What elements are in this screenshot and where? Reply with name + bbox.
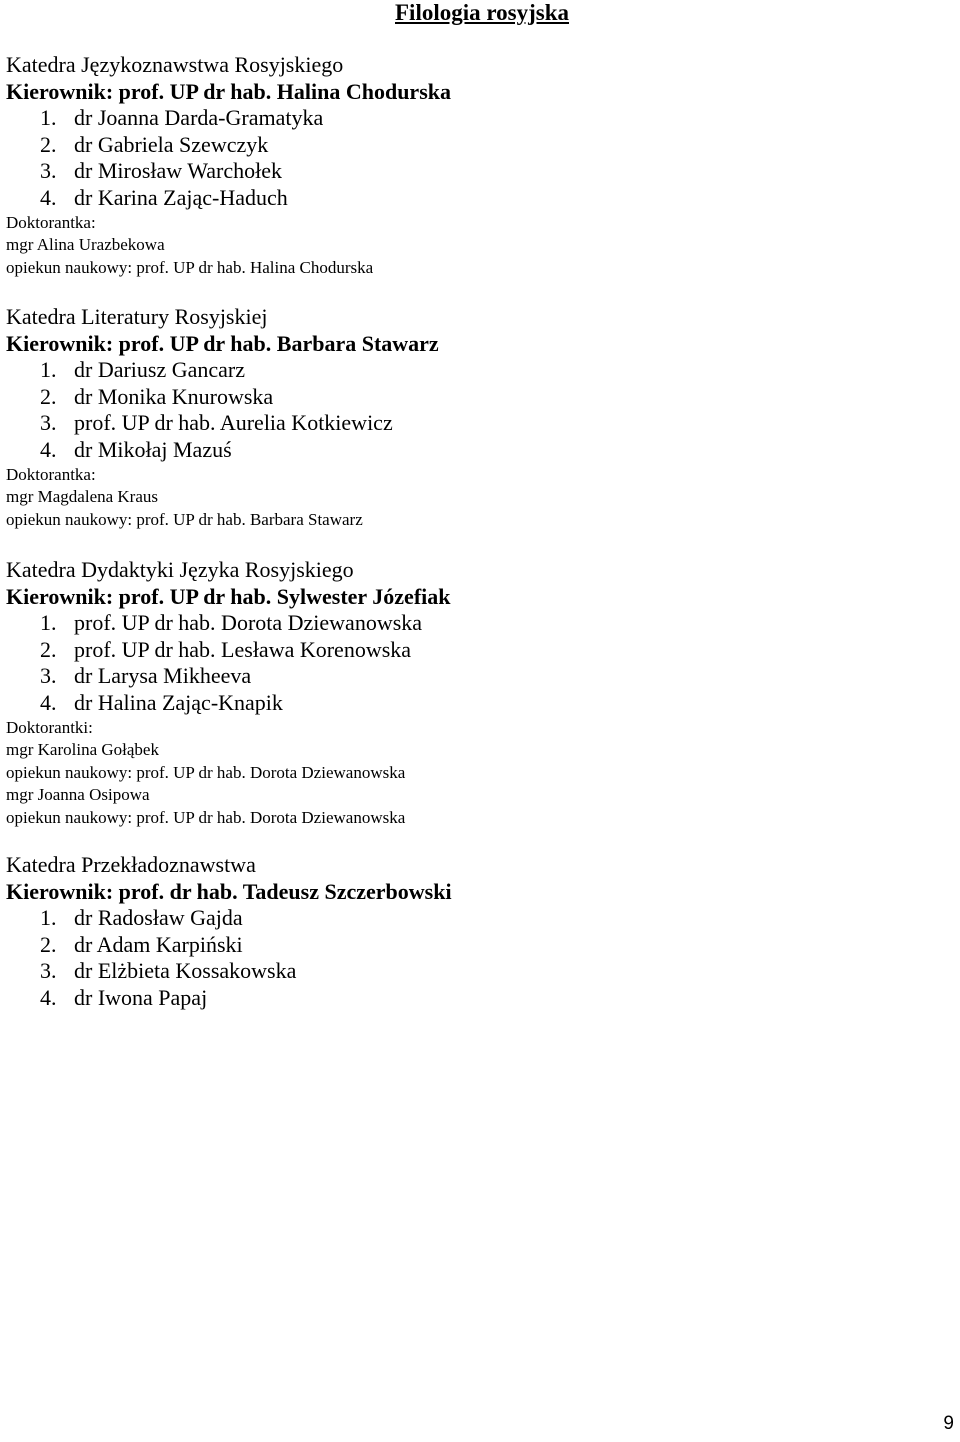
doctoral-label: Doktorantki: <box>6 717 93 737</box>
section-katedra-literatury <box>6 304 606 531</box>
list-item: 3. dr Larysa Mikheeva <box>40 663 252 689</box>
list-item: 2. prof. UP dr hab. Lesława Korenowska <box>40 636 412 662</box>
doctoral-student: mgr Alina Urazbekowa <box>6 235 165 255</box>
section-katedra-dydaktyki <box>6 557 606 829</box>
section-head: Kierownik: prof. UP dr hab. Halina Chodurska <box>6 78 451 104</box>
doctoral-student: mgr Karolina Gołąbek <box>6 740 159 760</box>
section-katedra-jezykoznawstwa <box>6 52 606 279</box>
section-title: Katedra Przekładoznawstwa <box>6 852 256 877</box>
section-head: Kierownik: prof. dr hab. Tadeusz Szczerbowski <box>6 878 452 904</box>
supervisor-note: opiekun naukowy: prof. UP dr hab. Barbara Stawarz <box>6 509 363 529</box>
doctoral-student: mgr Joanna Osipowa <box>6 785 150 805</box>
page-number: 9 <box>943 1413 954 1434</box>
section-title: Katedra Dydaktyki Języka Rosyjskiego <box>6 557 354 582</box>
list-item: 4. dr Iwona Papaj <box>40 984 208 1010</box>
list-item: 1. dr Joanna Darda-Gramatyka <box>40 105 324 131</box>
section-title: Katedra Literatury Rosyjskiej <box>6 304 268 329</box>
section-title: Katedra Językoznawstwa Rosyjskiego <box>6 52 344 77</box>
list-item: 1. dr Dariusz Gancarz <box>40 357 246 383</box>
list-item: 2. dr Adam Karpiński <box>40 931 243 957</box>
section-head: Kierownik: prof. UP dr hab. Sylwester Józefiak <box>6 583 451 609</box>
list-item: 3. prof. UP dr hab. Aurelia Kotkiewicz <box>40 410 393 436</box>
section-katedra-przekladoznawstwa <box>6 852 606 1012</box>
list-item: 1. dr Radosław Gajda <box>40 905 243 931</box>
list-item: 2. dr Gabriela Szewczyk <box>40 131 269 157</box>
doctoral-label: Doktorantka: <box>6 464 96 484</box>
page-title: Filologia rosyjska <box>395 0 570 25</box>
list-item: 3. dr Mirosław Warchołek <box>40 158 282 184</box>
list-item: 1. prof. UP dr hab. Dorota Dziewanowska <box>40 610 423 636</box>
doctoral-student: mgr Magdalena Kraus <box>6 487 159 507</box>
list-item: 2. dr Monika Knurowska <box>40 383 274 409</box>
list-item: 3. dr Elżbieta Kossakowska <box>40 958 297 984</box>
supervisor-note: opiekun naukowy: prof. UP dr hab. Dorota Dziewanowska <box>6 762 406 782</box>
list-item: 4. dr Halina Zając-Knapik <box>40 689 283 715</box>
list-item: 4. dr Mikołaj Mazuś <box>40 436 232 462</box>
doctoral-label: Doktorantka: <box>6 212 96 232</box>
list-item: 4. dr Karina Zając-Haduch <box>40 184 288 210</box>
supervisor-note: opiekun naukowy: prof. UP dr hab. Halina Chodurska <box>6 257 374 277</box>
supervisor-note: opiekun naukowy: prof. UP dr hab. Dorota Dziewanowska <box>6 807 406 827</box>
section-head: Kierownik: prof. UP dr hab. Barbara Stawarz <box>6 330 439 356</box>
